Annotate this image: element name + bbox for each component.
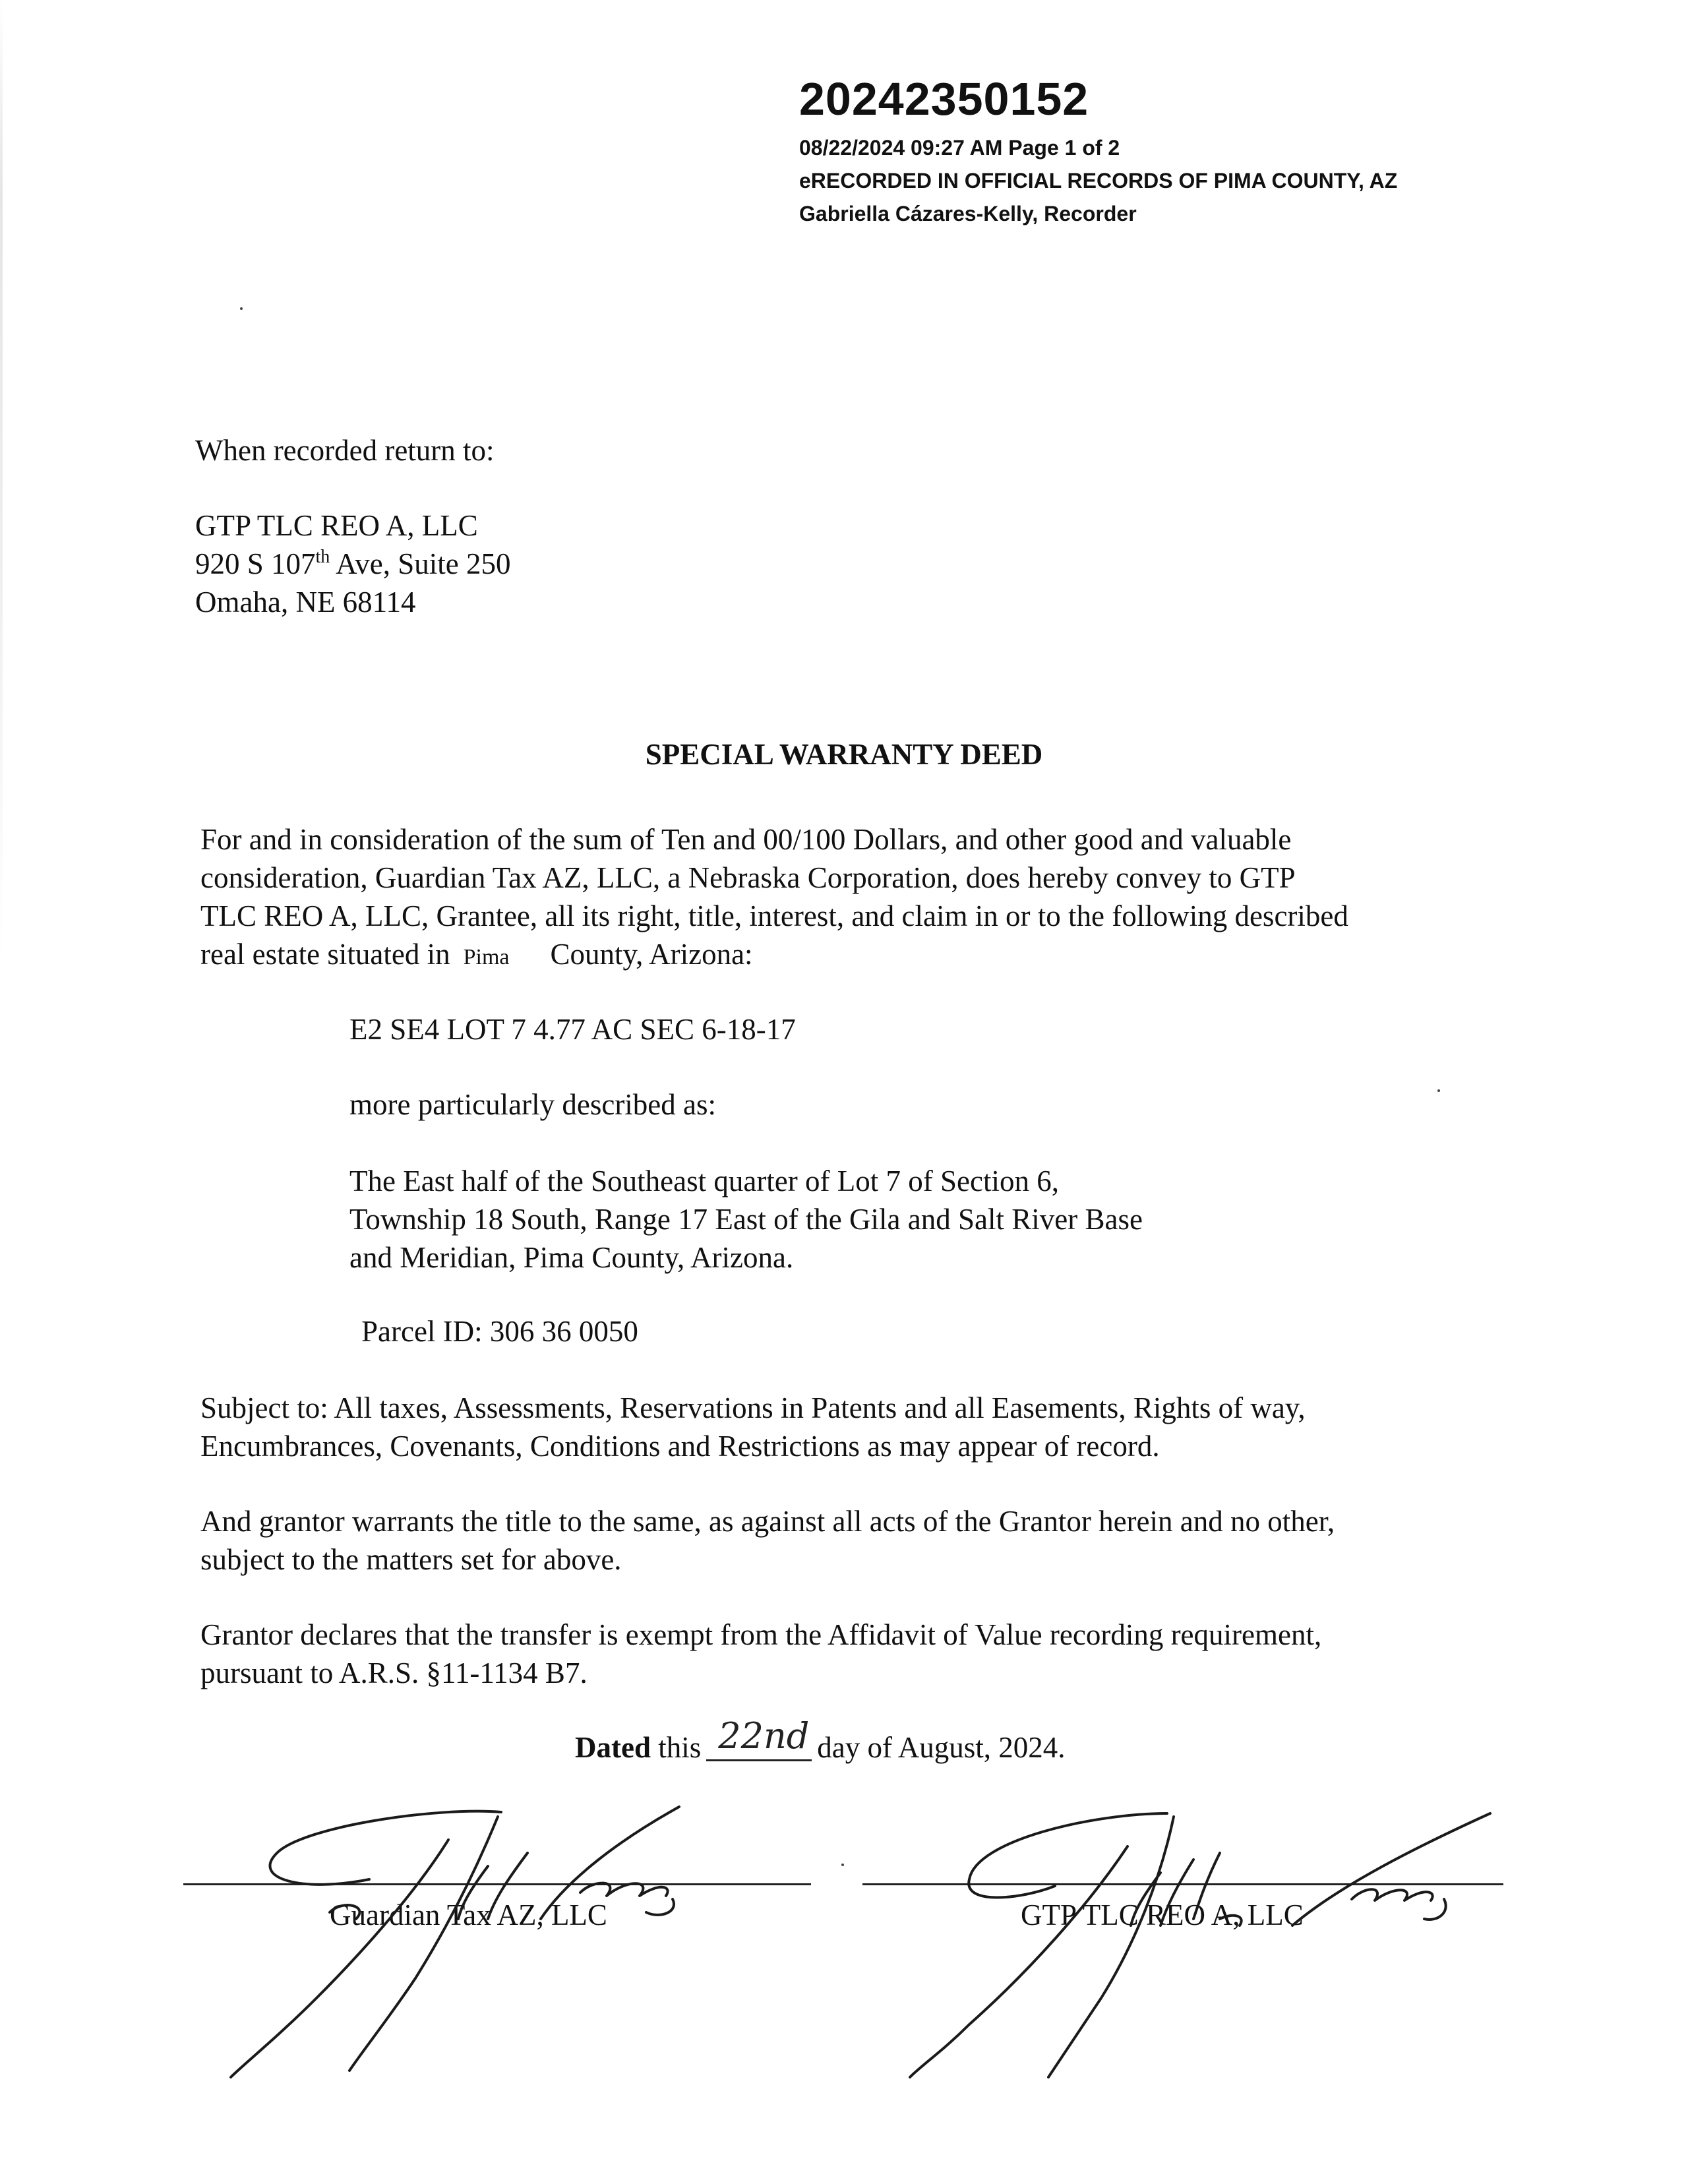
legal-short: E2 SE4 LOT 7 4.77 AC SEC 6-18-17 bbox=[349, 1013, 796, 1046]
document-number: 20242350152 bbox=[799, 73, 1089, 125]
deed-title: SPECIAL WARRANTY DEED bbox=[645, 738, 1043, 771]
right-signature bbox=[877, 1787, 1503, 2097]
subject-line-1: Subject to: All taxes, Assessments, Reservations in Patents and all Easements, Rights of way, bbox=[200, 1391, 1306, 1424]
exempt-line-1: Grantor declares that the transfer is exempt from the Affidavit of Value recording requirement, bbox=[200, 1618, 1322, 1651]
scan-speck bbox=[1437, 1089, 1440, 1092]
legal-desc-3: and Meridian, Pima County, Arizona. bbox=[349, 1241, 794, 1274]
warrant-line-1: And grantor warrants the title to the same, as against all acts of the Grantor herein and no other, bbox=[200, 1505, 1335, 1538]
parcel-id: Parcel ID: 306 36 0050 bbox=[361, 1315, 638, 1348]
consideration-line-4: real estate situated in Pima County, Arizona: bbox=[200, 938, 753, 971]
left-signer-name: Guardian Tax AZ, LLC bbox=[330, 1898, 607, 1931]
scan-edge-shadow bbox=[0, 0, 3, 963]
recorder-name: Gabriella Cázares-Kelly, Recorder bbox=[799, 202, 1137, 226]
return-to-address: 920 S 107th Ave, Suite 250 bbox=[195, 547, 511, 580]
consideration-line-2: consideration, Guardian Tax AZ, LLC, a Nebraska Corporation, does hereby convey to GTP bbox=[200, 861, 1296, 894]
dated-line: Dated this 22nd day of August, 2024. bbox=[575, 1715, 1066, 1764]
left-signature bbox=[198, 1780, 791, 2097]
scan-speck bbox=[240, 307, 243, 310]
exempt-line-2: pursuant to A.R.S. §11-1134 B7. bbox=[200, 1656, 588, 1689]
return-to-label: When recorded return to: bbox=[195, 434, 495, 467]
legal-desc-2: Township 18 South, Range 17 East of the Gila and Salt River Base bbox=[349, 1203, 1143, 1236]
consideration-line-3: TLC REO A, LLC, Grantee, all its right, title, interest, and claim in or to the following described bbox=[200, 899, 1348, 932]
right-signer-name: GTP TLC REO A, LLC bbox=[1021, 1898, 1304, 1931]
day-fill bbox=[706, 1715, 812, 1761]
legal-more: more particularly described as: bbox=[349, 1088, 717, 1121]
warrant-line-2: subject to the matters set for above. bbox=[200, 1543, 622, 1576]
recorded-statement: eRECORDED IN OFFICIAL RECORDS OF PIMA COUNTY, AZ bbox=[799, 169, 1398, 193]
scan-speck bbox=[841, 1864, 844, 1866]
subject-line-2: Encumbrances, Covenants, Conditions and Restrictions as may appear of record. bbox=[200, 1430, 1160, 1463]
legal-desc-1: The East half of the Southeast quarter of Lot 7 of Section 6, bbox=[349, 1165, 1059, 1198]
record-date-page: 08/22/2024 09:27 AM Page 1 of 2 bbox=[799, 136, 1120, 160]
county-fill: Pima bbox=[463, 945, 510, 969]
return-to-city: Omaha, NE 68114 bbox=[195, 586, 416, 619]
consideration-line-1: For and in consideration of the sum of Ten and 00/100 Dollars, and other good and valuable bbox=[200, 823, 1292, 856]
return-to-name: GTP TLC REO A, LLC bbox=[195, 509, 478, 542]
handwritten-day: 22nd bbox=[718, 1715, 810, 1757]
